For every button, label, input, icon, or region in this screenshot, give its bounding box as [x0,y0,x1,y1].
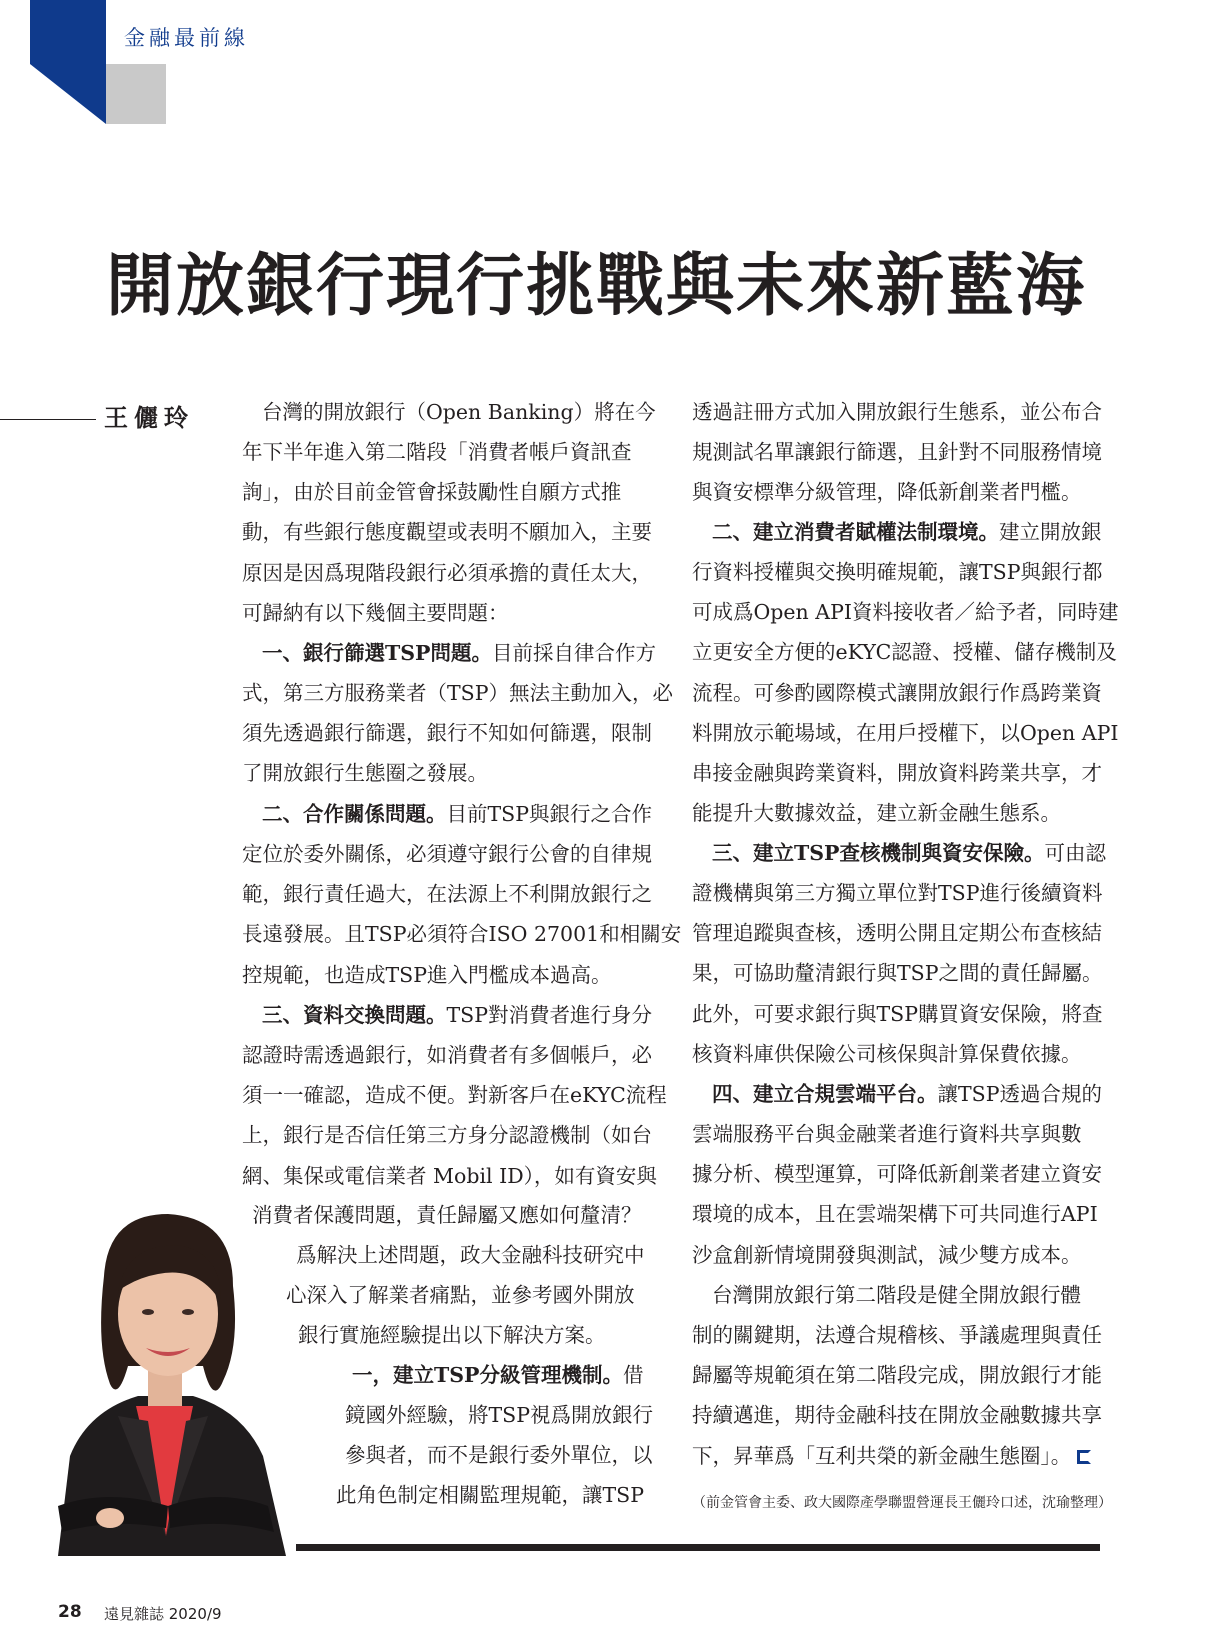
text-line: 長遠發展。且TSP必須符合ISO 27001和相關安 [242,922,682,947]
text-line: 目前採自律合作方 [491,641,656,665]
col2-para-4 [712,1074,1102,1114]
text-line: 據分析、模型運算，可降低新創業者建立資安 [692,1162,1102,1187]
text-line: 爲解決上述問題，政大金融科技研究中 [296,1243,645,1267]
text-line: 環境的成本，且在雲端架構下可共同進行API [692,1202,1098,1227]
text-line: 可歸納有以下幾個主要問題： [242,600,509,625]
col2-para-5-cont [692,1315,1102,1476]
col2-para-5 [712,1275,1081,1315]
text-line: 可由認 [1044,841,1106,865]
text-line: 此角色制定相關監理規範，讓TSP [336,1483,645,1507]
text-line: 鏡國外經驗，將TSP視爲開放銀行 [345,1403,654,1427]
text-line: 能提升大數據效益，建立新金融生態系。 [692,801,1061,826]
col2-para-4-cont [692,1114,1102,1275]
page-number: 28 [58,1602,82,1622]
col1-para-6 [352,1355,643,1395]
subhead: 三、資料交換問題。 [262,1003,447,1027]
col1-para-3 [262,794,652,834]
text-line: 果，可協助釐清銀行與TSP之間的責任歸屬。 [692,961,1103,986]
text-line: 須一一確認，造成不便。對新客戶在eKYC流程 [242,1083,667,1108]
text-line: 心深入了解業者痛點，並參考國外開放 [286,1283,635,1307]
subhead: 二、合作關係問題。 [262,802,447,826]
text-line: 銀行實施經驗提出以下解決方案。 [298,1323,606,1347]
subhead: 三、建立TSP查核機制與資安保險。 [712,841,1045,865]
source-note: （前金管會主委、政大國際產學聯盟營運長王儷玲口述，沈瑜整理） [692,1495,1112,1511]
subhead: 四、建立合規雲端平台。 [712,1082,938,1106]
text-line: 範，銀行責任過大，在法源上不利開放銀行之 [242,882,652,907]
col2-para-3-cont [692,873,1103,1074]
col1-para-6-d [336,1475,644,1515]
text-line: 料開放示範場域，在用戶授權下，以Open API [692,720,1119,745]
magazine-issue: 遠見雜誌 2020/9 [104,1605,222,1623]
author-rule [0,419,96,420]
subhead: 一，建立TSP分級管理機制。 [352,1363,623,1387]
end-mark-icon [1077,1450,1091,1464]
col2-para-2 [712,512,1102,552]
col1-para-6-c [345,1435,653,1475]
text-line: 須先透過銀行篩選，銀行不知如何篩選，限制 [242,721,652,746]
text-line: 動，有些銀行態度觀望或表明不願加入，主要 [242,520,652,545]
text-line: 與資安標準分級管理，降低新創業者門檻。 [692,480,1082,505]
text-line: 目前TSP與銀行之合作 [446,802,653,826]
text-line: 行資料授權與交換明確規範，讓TSP與銀行都 [692,560,1103,584]
text-line: 式，第三方服務業者（TSP）無法主動加入，必 [242,681,674,705]
subhead: 一、銀行篩選TSP問題。 [262,641,492,665]
text-line: 認證時需透過銀行，如消費者有多個帳戶，必 [242,1043,652,1067]
text-line: 透過註冊方式加入開放銀行生態系，並公布合 [692,400,1102,424]
text-line: 此外，可要求銀行與TSP購買資安保險，將查 [692,1001,1103,1026]
col2-para-3 [712,833,1106,873]
text-line: 網、集保或電信業者 Mobil ID），如有資安與 [242,1163,657,1188]
text-line: 原因是因爲現階段銀行必須承擔的責任太大， [242,560,652,585]
col1-para-3-cont [242,834,681,995]
col1-para-4 [262,995,652,1035]
col2-para-2-cont [692,552,1118,833]
header-gray-block [106,64,166,124]
col1-para-6-b [345,1395,653,1435]
text-line: 流程。可參酌國際模式讓開放銀行作爲跨業資 [692,680,1102,705]
text-line: 管理追蹤與查核，透明公開且定期公布查核結 [692,921,1102,946]
text-line: 沙盒創新情境開發與測試，減少雙方成本。 [692,1242,1082,1267]
text-line: 核資料庫供保險公司核保與計算保費依據。 [692,1041,1082,1066]
author-portrait [18,1206,308,1556]
text-line: 了開放銀行生態圈之發展。 [242,761,488,786]
text-line: 制的關鍵期，法遵合規稽核、爭議處理與責任 [692,1323,1102,1347]
section-label: 金融最前線 [124,26,249,50]
article-title: 開放銀行現行挑戰與未來新藍海 [106,247,1087,326]
text-line: 消費者保護問題，責任歸屬又應如何釐清？ [252,1203,642,1227]
text-line: 定位於委外關係，必須遵守銀行公會的自律規 [242,842,652,866]
bottom-rule [296,1544,1100,1551]
author-name: 王儷玲 [104,404,194,432]
text-line: 台灣的開放銀行（Open Banking）將在今 [262,400,656,424]
text-line: TSP對消費者進行身分 [446,1003,653,1027]
col2-para-1 [692,392,1102,513]
text-line: 歸屬等規範須在第二階段完成，開放銀行才能 [692,1363,1102,1388]
text-line: 雲端服務平台與金融業者進行資料共享與數 [692,1122,1082,1146]
text-line: 規測試名單讓銀行篩選，且針對不同服務情境 [692,440,1102,465]
col1-para-1 [262,392,656,432]
text-line: 上，銀行是否信任第三方身分認證機制（如台 [242,1123,652,1148]
text-line: 讓TSP透過合規的 [937,1082,1103,1106]
text-line: 可成爲Open API資料接收者／給予者，同時建 [692,600,1119,625]
subhead: 二、建立消費者賦權法制環境。 [712,520,999,544]
text-line: 立更安全方便的eKYC認證、授權、儲存機制及 [692,640,1117,665]
text-line: 證機構與第三方獨立單位對TSP進行後續資料 [692,881,1103,905]
text-line: 下，昇華爲「互利共榮的新金融生態圈」。 [692,1443,1072,1468]
col1-para-4-cont [242,1035,667,1196]
col1-para-5-b [286,1275,635,1315]
col1-para-2 [262,633,656,673]
text-line: 建立開放銀 [999,520,1102,544]
col1-para-5-c [298,1315,606,1355]
text-line: 參與者，而不是銀行委外單位，以 [345,1443,653,1467]
col1-para-1-cont [242,432,652,633]
text-line: 持續邁進，期待金融科技在開放金融數據共享 [692,1403,1102,1428]
text-line: 借 [622,1363,644,1387]
text-line: 控規範，也造成TSP進入門檻成本過高。 [242,962,612,987]
text-line: 詢」，由於目前金管會採鼓勵性自願方式推 [242,480,622,505]
text-line: 年下半年進入第二階段「消費者帳戶資訊查 [242,440,632,464]
text-line: 串接金融與跨業資料，開放資料跨業共享，才 [692,761,1102,786]
text-line: 台灣開放銀行第二階段是健全開放銀行體 [712,1283,1081,1307]
col1-para-2-cont [242,673,673,794]
col1-para-5 [296,1235,645,1275]
col1-para-4-last [252,1195,642,1235]
